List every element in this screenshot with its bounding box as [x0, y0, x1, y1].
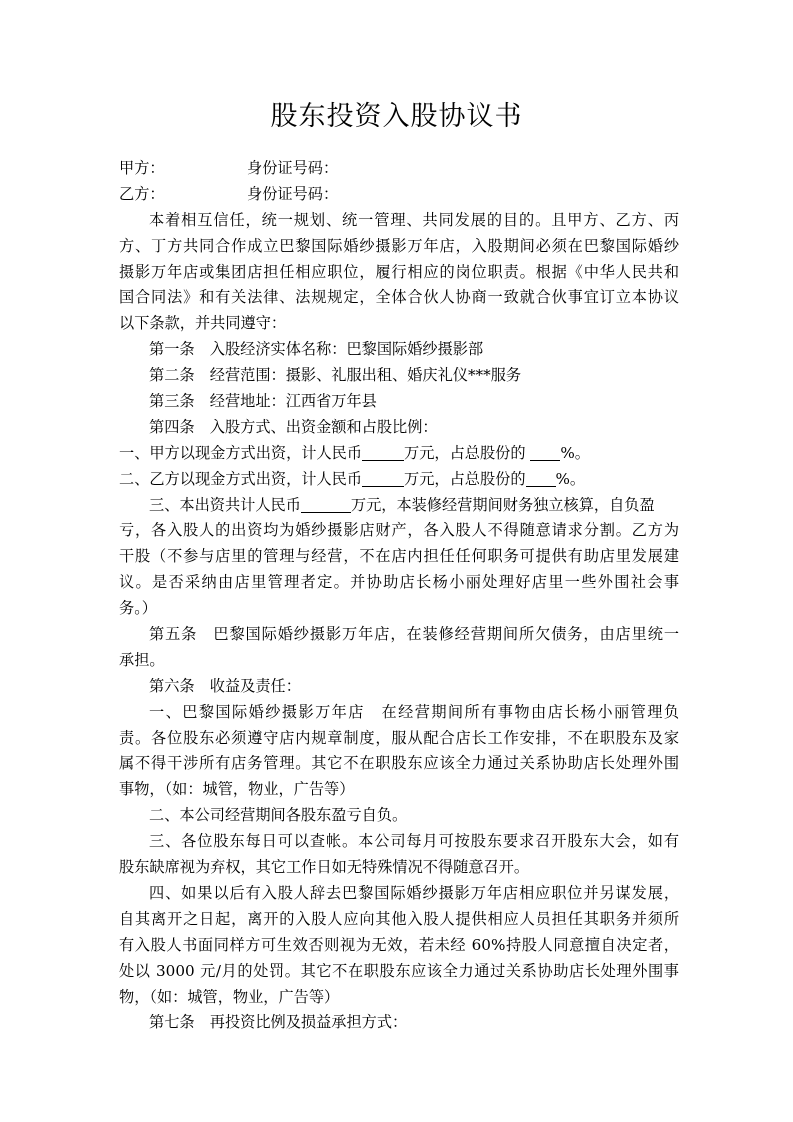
article-4: 第四条 入股方式、出资金额和占股比例：	[149, 417, 438, 436]
article-7: 第七条 再投资比例及损益承担方式：	[149, 1013, 408, 1032]
article-6-item-2: 二、本公司经营期间各股东盈亏自负。	[149, 806, 408, 825]
article-4-item-3-line: 议。是否采纳由店里管理者定。并协助店长杨小丽处理好店里一些外围社会事	[119, 573, 679, 592]
a4-1-text: 一、甲方以现金方式出资，计人民币	[119, 443, 362, 462]
article-6-item-1: 一、巴黎国际婚纱摄影万年店 在经营期间所有事物由店长杨小丽管理负	[149, 702, 679, 721]
amount-blank	[362, 443, 404, 461]
a4-2-text: %。	[555, 469, 586, 488]
a4-3-text: 三、本出资共计人民币	[149, 495, 301, 514]
percent-blank	[530, 443, 560, 461]
a4-1-text: %。	[560, 443, 590, 462]
article-6-item-1-line: 属不得干涉所有店务管理。其它不在职股东应该全力通过关系协助店长处理外围	[119, 754, 679, 773]
preamble-line: 以下条款，并共同遵守：	[119, 314, 287, 333]
party-a-label: 甲方：	[119, 159, 165, 177]
preamble-line: 方、丁方共同合作成立巴黎国际婚纱摄影万年店，入股期间必须在巴黎国际婚纱	[119, 236, 679, 255]
article-6-item-4-line: 有入股人书面同样方可生效否则视为无效，若未经 60%持股人同意擅自决定者，	[119, 935, 679, 954]
preamble-line: 国合同法》和有关法律、法规规定，全体合伙人协商一致就合伙事宜订立本协议	[119, 288, 679, 307]
document-body	[119, 156, 679, 1036]
amount-blank	[362, 469, 404, 487]
article-6-item-3-line: 股东缺席视为弃权，其它工作日如无特殊情况不得随意召开。	[119, 858, 530, 877]
party-a-line	[119, 156, 679, 182]
preamble-line: 摄影万年店或集团店担任相应职位，履行相应的岗位职责。根据《中华人民共和	[119, 262, 679, 281]
article-5: 第五条 巴黎国际婚纱摄影万年店，在装修经营期间所欠债务，由店里统一	[149, 625, 679, 644]
article-4-item-3-line: 务。）	[119, 599, 157, 618]
a4-2-text: 二、乙方以现金方式出资，计人民币	[119, 469, 362, 488]
article-4-item-3-line: 干股（不参与店里的管理与经营，不在店内担任任何职务可提供有助店里发展建	[119, 547, 679, 566]
article-6-item-4: 四、如果以后有入股人辞去巴黎国际婚纱摄影万年店相应职位并另谋发展，	[149, 883, 679, 902]
article-6: 第六条 收益及责任：	[149, 676, 301, 695]
article-4-item-3	[119, 493, 679, 519]
article-2: 第二条 经营范围：摄影、礼服出租、婚庆礼仪***服务	[149, 366, 522, 385]
party-b-id-label: 身份证号码：	[247, 184, 339, 203]
total-amount-blank	[301, 495, 351, 513]
article-4-item-1	[119, 441, 679, 467]
a4-1-text: 万元，占总股份的	[404, 443, 526, 462]
preamble-line: 本着相互信任，统一规划、统一管理、共同发展的目的。且甲方、乙方、丙	[149, 210, 679, 229]
party-b-label: 乙方：	[119, 184, 165, 203]
article-4-item-3-line: 亏，各入股人的出资均为婚纱摄影店财产，各入股人不得随意请求分割。乙方为	[119, 521, 679, 540]
party-b-line	[119, 182, 679, 208]
article-6-item-4-line: 物，（如：城管，物业，广告等）	[119, 987, 340, 1006]
a4-3-text: 万元，本装修经营期间财务独立核算，自负盈	[350, 495, 655, 514]
article-6-item-1-line: 责。各位股东必须遵守店内规章制度，服从配合店长工作安排，不在职股东及家	[119, 728, 679, 747]
article-3: 第三条 经营地址：江西省万年县	[149, 392, 377, 411]
article-6-item-4-line: 处以 3000 元/月的处罚。其它不在职股东应该全力通过关系协助店长处理外围事	[119, 961, 679, 980]
a4-2-text: 万元，占总股份的	[404, 469, 526, 488]
party-a-id-label: 身份证号码：	[247, 159, 339, 177]
article-6-item-4-line: 自其离开之日起，离开的入股人应向其他入股人提供相应人员担任其职务并须所	[119, 909, 679, 928]
percent-blank	[526, 469, 556, 487]
article-6-item-3: 三、各位股东每日可以查帐。本公司每月可按股东要求召开股东大会，如有	[149, 832, 679, 851]
article-1: 第一条 入股经济实体名称：巴黎国际婚纱摄影部	[149, 340, 484, 359]
article-6-item-1-line: 事物，（如：城管，物业，广告等）	[119, 780, 355, 799]
article-5-line: 承担。	[119, 650, 165, 669]
article-4-item-2	[119, 467, 679, 493]
document-title: 股东投资入股协议书	[270, 101, 523, 132]
